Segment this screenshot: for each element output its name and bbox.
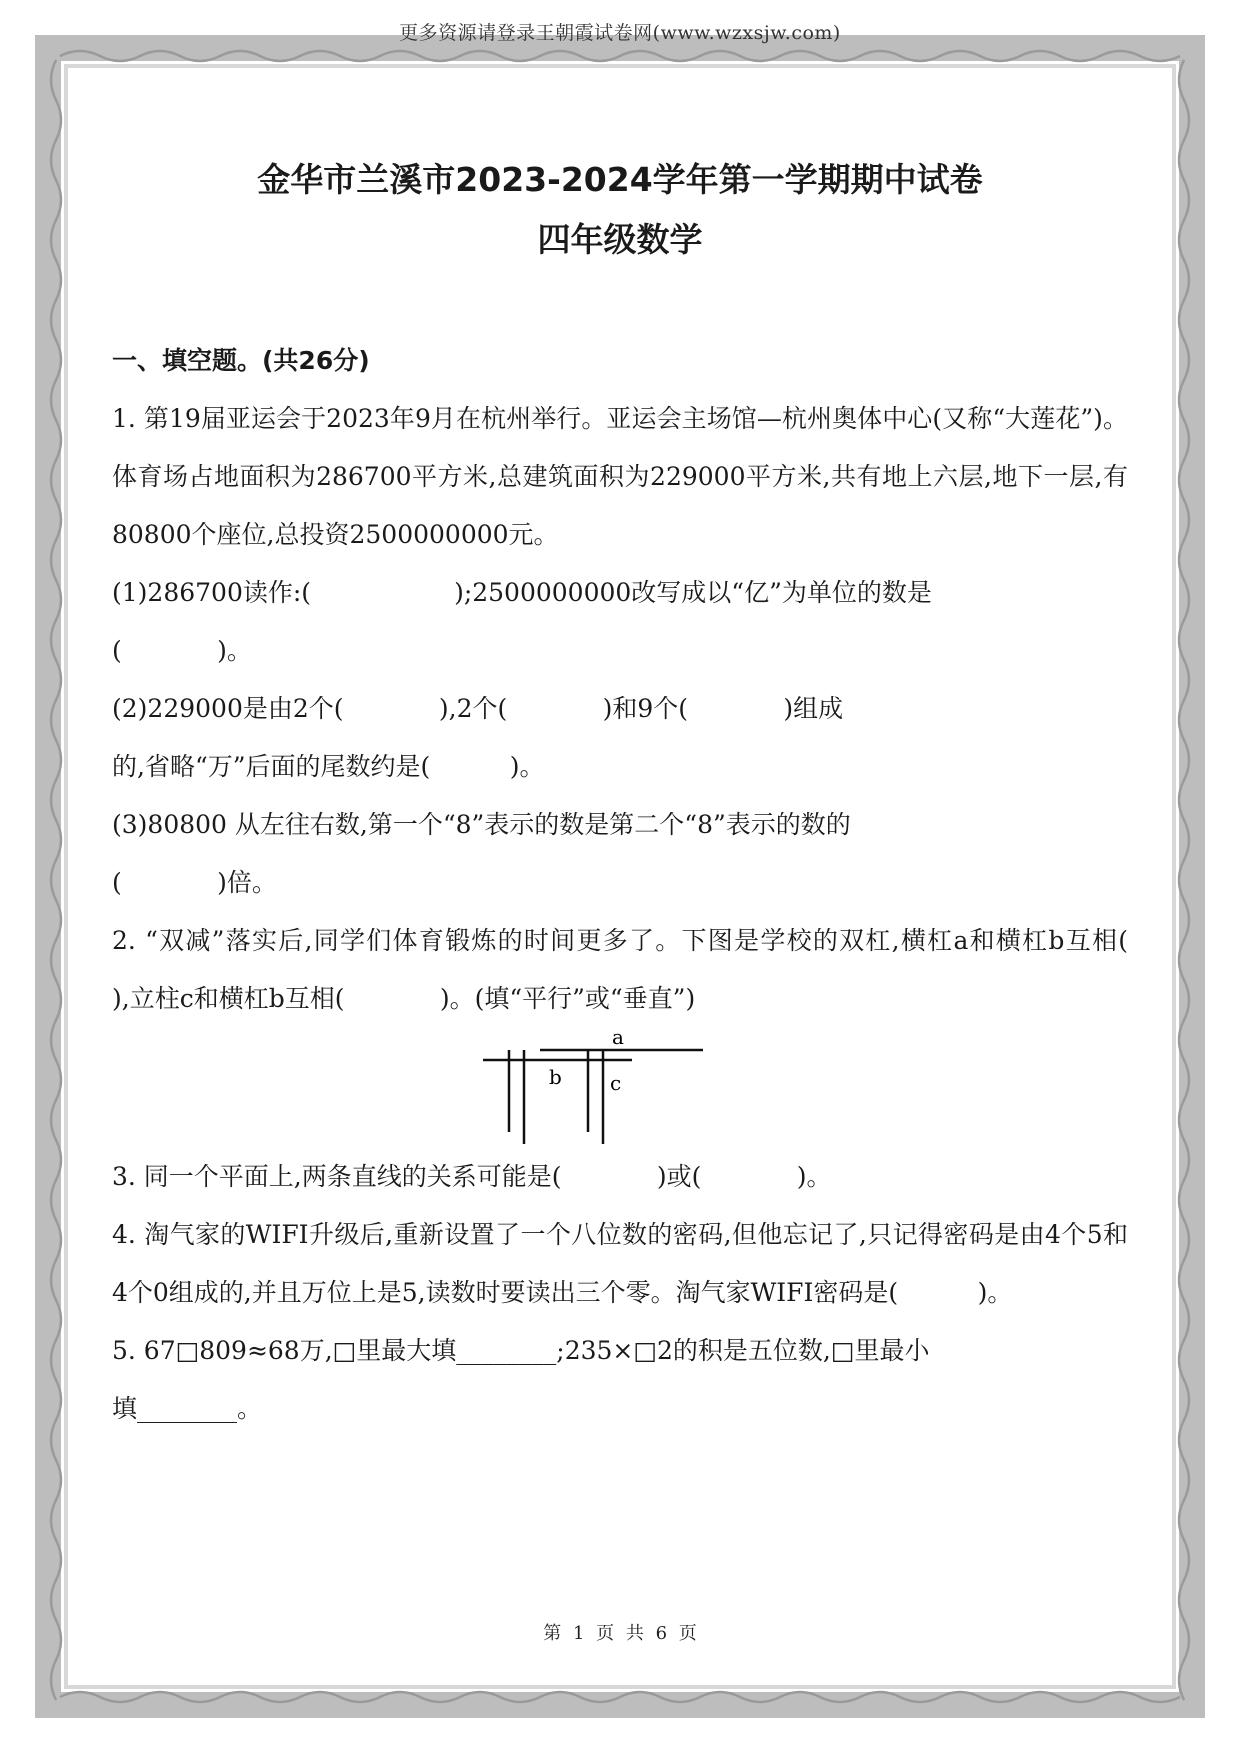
header-watermark-text: 更多资源请登录王朝霞试卷网(www.wzxsjw.com) bbox=[399, 22, 841, 44]
parallel-bars-diagram bbox=[112, 1028, 1128, 1148]
exam-title: 金华市兰溪市2023-2024学年第一学期期中试卷 bbox=[257, 160, 983, 199]
parallel-bars-figure bbox=[112, 1028, 1128, 1148]
question-2-stem: 2. “双减”落实后,同学们体育锻炼的时间更多了。下图是学校的双杠,横杠a和横杠b互相( ),立柱c和横杠b互相( )。(填“平行”或“垂直”) bbox=[112, 926, 1224, 1013]
question-3: 3. 同一个平面上,两条直线的关系可能是( )或( )。 bbox=[112, 1162, 832, 1191]
page-footer: 第 1 页 共 6 页 bbox=[543, 1623, 697, 1644]
label-b: b bbox=[549, 1065, 562, 1089]
label-a: a bbox=[612, 1028, 624, 1049]
exam-subtitle: 四年级数学 bbox=[537, 220, 703, 259]
question-1-part2-line1: (2)229000是由2个( ),2个( )和9个( )组成 bbox=[112, 694, 844, 723]
question-5-line2: 填________。 bbox=[112, 1394, 263, 1423]
exam-page-content bbox=[112, 150, 1224, 1438]
question-1-part3-line2: ( )倍。 bbox=[112, 868, 277, 897]
question-1-stem: 1. 第19届亚运会于2023年9月在杭州举行。亚运会主场馆—杭州奥体中心(又称“大莲花”)。体育场占地面积为286700平方米,总建筑面积为229000平方米,共有地上六层,地下一层,有80800个座位,总投资2500000000元。 bbox=[112, 404, 1128, 549]
question-1-part1-line1: (1)286700读作:( );2500000000改写成以“亿”为单位的数是 bbox=[112, 578, 932, 607]
question-1-part1-line2: ( )。 bbox=[112, 636, 252, 665]
question-1-part3-line1: (3)80800 从左往右数,第一个“8”表示的数是第二个“8”表示的数的 bbox=[112, 810, 851, 839]
label-c: c bbox=[610, 1071, 622, 1095]
question-5-line1: 5. 67□809≈68万,□里最大填________;235×□2的积是五位数,□里最小 bbox=[112, 1336, 930, 1365]
question-4: 4. 淘气家的WIFI升级后,重新设置了一个八位数的密码,但他忘记了,只记得密码是由4个5和4个0组成的,并且万位上是5,读数时要读出三个零。淘气家WIFI密码是( )。 bbox=[112, 1220, 1128, 1307]
section-heading-fill-blank: 一、填空题。(共26分) bbox=[112, 346, 370, 375]
question-1-part2-line2: 的,省略“万”后面的尾数约是( )。 bbox=[112, 752, 545, 781]
